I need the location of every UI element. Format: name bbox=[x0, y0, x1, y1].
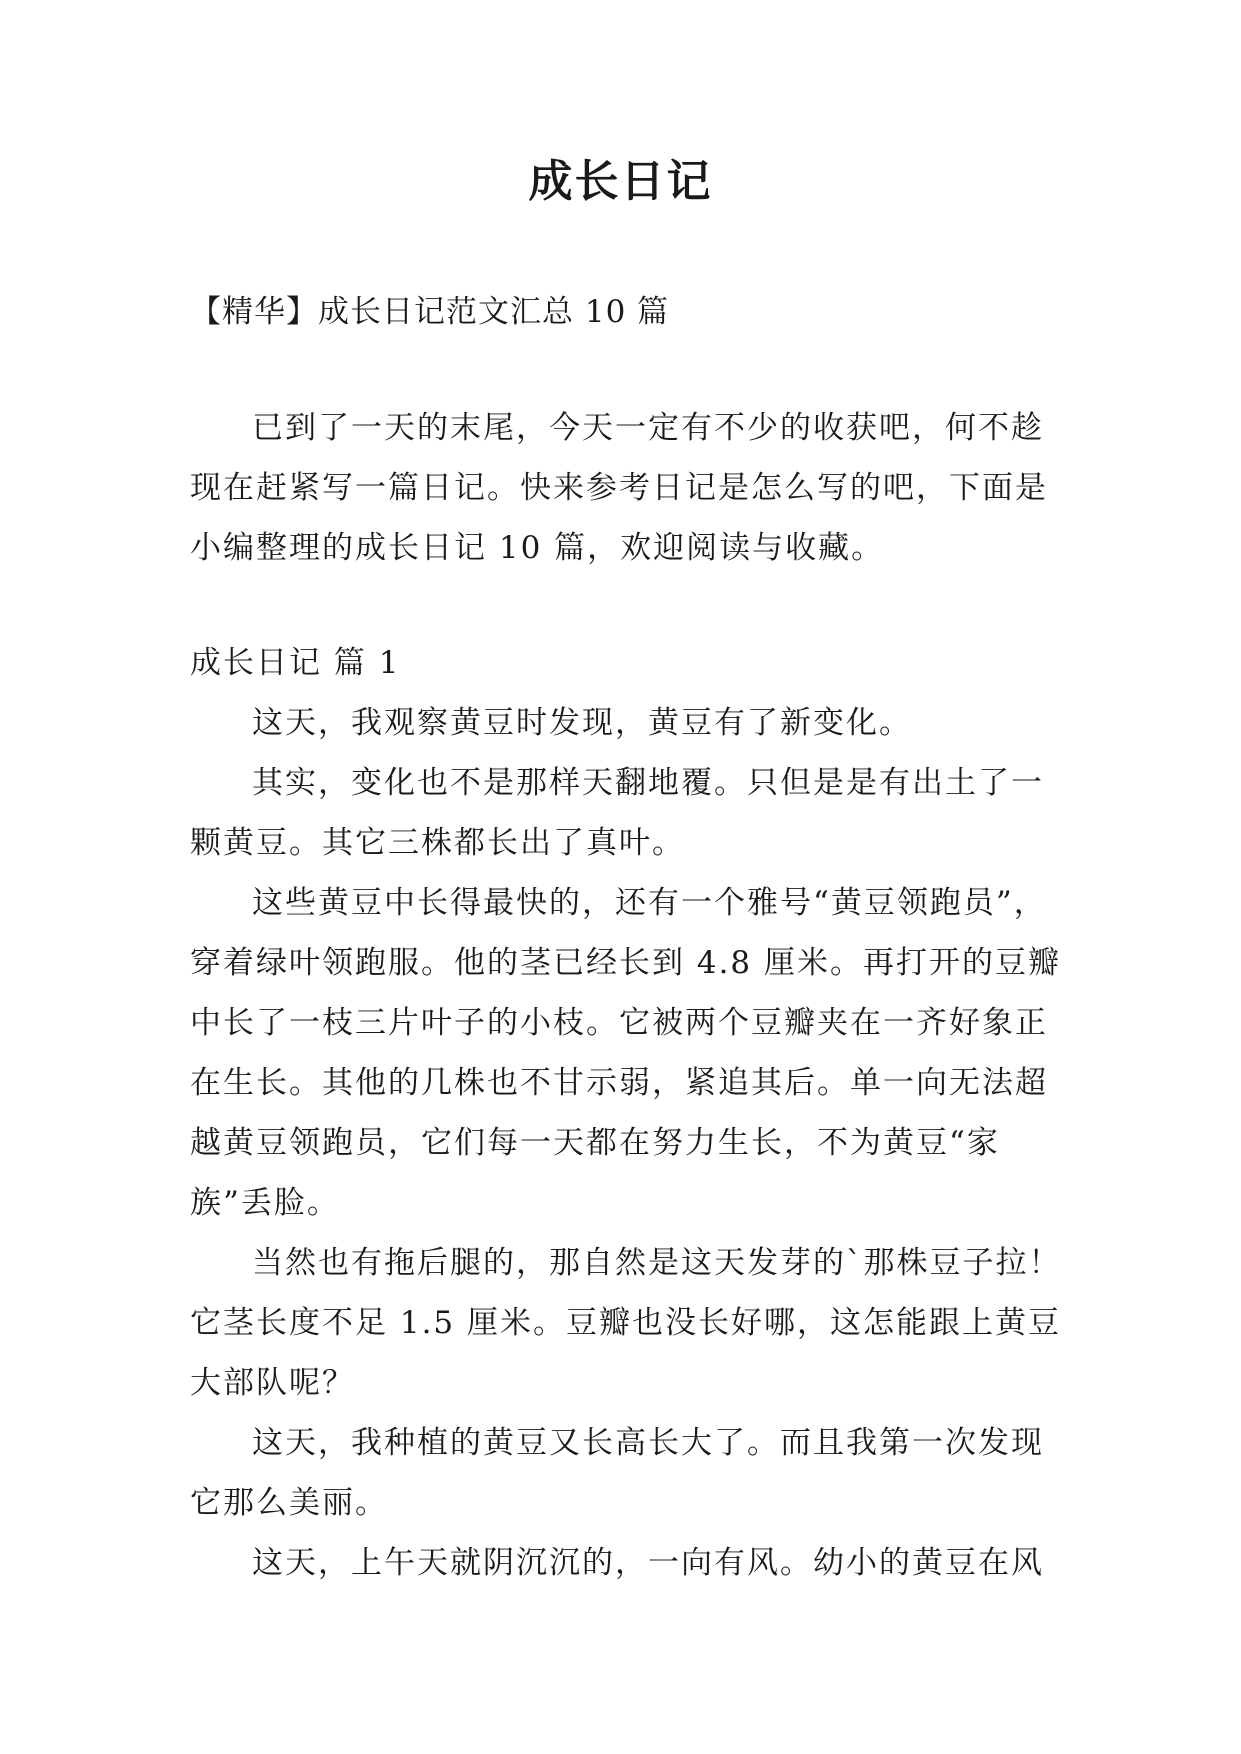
paragraph: 这些黄豆中长得最快的，还有一个雅号“黄豆领跑员”，穿着绿叶领跑服。他的茎已经长到 4.8 厘米。再打开的豆瓣中长了一枝三片叶子的小枝。它被两个豆瓣夹在一齐好象正在生长。其他的几株也不甘示弱，紧追其后。单一向无法超越黄豆领跑员，它们每一天都在努力生长，不为黄豆“家族”丢脸。 bbox=[190, 885, 1062, 1221]
intro-paragraph: 已到了一天的末尾，今天一定有不少的收获吧，何不趁现在赶紧写一篇日记。快来参考日记是怎么写的吧，下面是小编整理的成长日记 10 篇，欢迎阅读与收藏。 bbox=[190, 410, 1048, 566]
paragraph: 这天，我观察黄豆时发现，黄豆有了新变化。 bbox=[252, 705, 912, 741]
intro-block bbox=[190, 398, 1070, 578]
paragraph: 这天，我种植的黄豆又长高长大了。而且我第一次发现它那么美丽。 bbox=[190, 1425, 1044, 1521]
page-title: 成长日记 bbox=[528, 156, 713, 207]
paragraph: 当然也有拖后腿的，那自然是这天发芽的`那株豆子拉！它茎长度不足 1.5 厘米。豆瓣也没长好哪，这怎能跟上黄豆大部队呢？ bbox=[190, 1245, 1062, 1401]
diary-section-1 bbox=[190, 633, 1070, 1593]
document-subtitle: 【精华】成长日记范文汇总 10 篇 bbox=[190, 294, 670, 330]
paragraph: 其实，变化也不是那样天翻地覆。只但是是有出土了一颗黄豆。其它三株都长出了真叶。 bbox=[190, 765, 1044, 861]
paragraph: 这天，上午天就阴沉沉的，一向有风。幼小的黄豆在风 bbox=[252, 1545, 1044, 1581]
section-heading: 成长日记 篇 1 bbox=[190, 645, 401, 681]
